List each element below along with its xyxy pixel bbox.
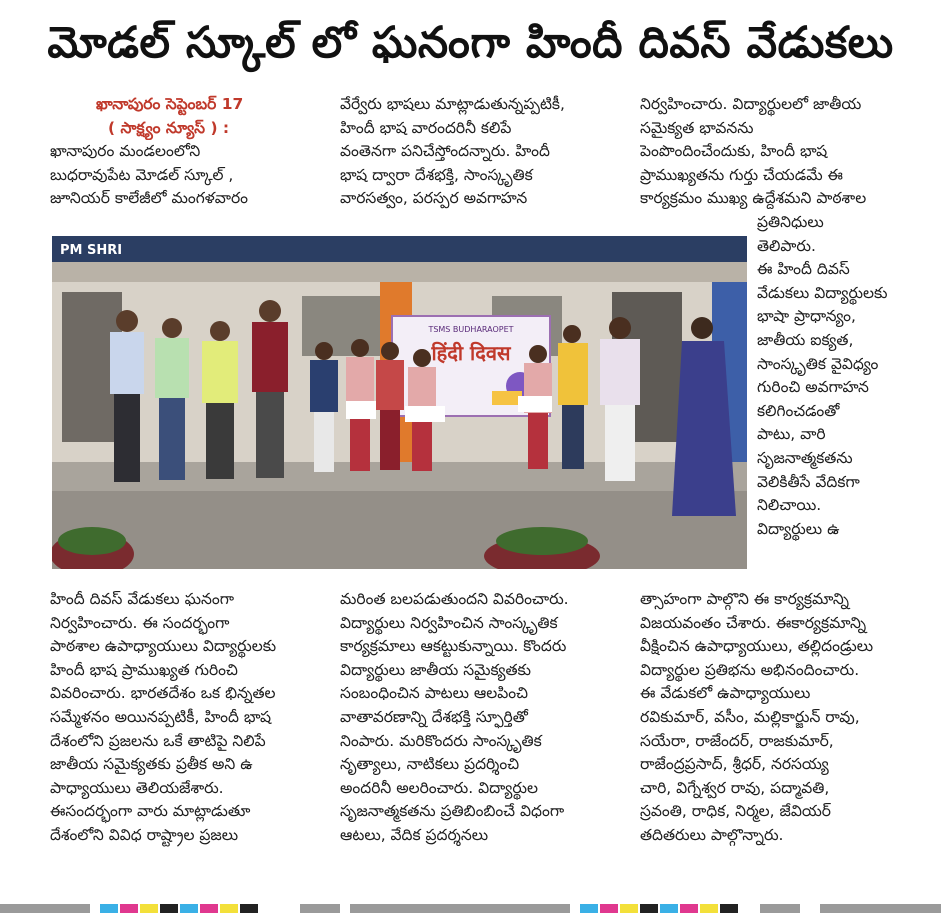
column-2-top xyxy=(340,93,622,211)
paragraph-line: విద్యార్థులు ఉ xyxy=(757,519,840,538)
paragraph-line: హిందీ దివస్ వేడుకలు ఘనంగా xyxy=(50,590,234,608)
paragraph-line: పాఠశాల ఉపాధ్యాయులు విద్యార్థులకు xyxy=(50,637,277,656)
paragraph-line: హిందీ భాష ప్రాముఖ్యత గురించి xyxy=(50,660,238,679)
paragraph-line: కార్యక్రమాలు ఆకట్టుకున్నాయి. కొందరు xyxy=(340,637,567,656)
paragraph-line: అందరినీ అలరించారు. విద్యార్థుల xyxy=(340,778,538,797)
column-3-bottom xyxy=(640,588,936,848)
window xyxy=(302,296,382,356)
paragraph-line: భాష ద్వారా దేశభక్తి, సాంస్కృతిక xyxy=(340,165,533,184)
paragraph-line: వేర్వేరు భాషలు మాట్లాడుతున్నప్పటికీ, xyxy=(340,95,565,113)
dateline-source: ( సాక్ష్యం న్యూస్ ) : xyxy=(108,118,230,137)
paragraph-line: సృజనాత్మకతను xyxy=(757,448,853,467)
paragraph-line: చారి, విగ్నేశ్వర రావు, పద్మావతి, xyxy=(640,778,830,797)
paragraph-line: రవికుమార్, వసీం, మల్లికార్జున్ రావు, xyxy=(640,707,860,726)
column-3-side xyxy=(757,211,937,541)
paragraph-line: ఈ వేడుకలో ఉపాధ్యాయులు xyxy=(640,684,811,703)
paragraph-line: వివరించారు. భారతదేశం ఒక భిన్నతల xyxy=(50,684,276,703)
paragraph-line: విద్యార్థులు జాతీయ సమైక్యతకు xyxy=(340,660,531,679)
print-color-strip xyxy=(0,904,941,913)
paragraph-line: ఈ హిందీ దివస్ xyxy=(757,260,850,279)
paragraph-line: ప్రతినిధులు xyxy=(757,213,824,231)
paragraph-line: గురించి అవగాహన xyxy=(757,378,869,397)
article-headline: మోడల్ స్కూల్ లో ఘనంగా హిందీ దివస్ వేడుకలు xyxy=(47,18,894,68)
paragraph-line: భాషా ప్రాధాన్యం, xyxy=(757,307,856,326)
paragraph-line: కలిగించడంతో xyxy=(757,401,840,420)
paragraph-line: జాతీయ ఐక్యత, xyxy=(757,330,854,349)
paragraph-line: తెలిపారు. xyxy=(757,236,816,255)
event-photo xyxy=(52,236,747,569)
potted-plant-leaves xyxy=(58,527,126,555)
paragraph-line: మరింత బలపడుతుందని వివరించారు. xyxy=(340,590,569,608)
paragraph-line: రాజేంద్రప్రసాద్, శ్రీధర్, నరసయ్య xyxy=(640,755,829,774)
paragraph-line: వెలికితీసే వేదికగా xyxy=(757,472,860,491)
paragraph-line: నిలిచాయి. xyxy=(757,496,822,515)
floor-shadow xyxy=(52,491,747,569)
paragraph-line: త్సాహంగా పాల్గొని ఈ కార్యక్రమాన్ని xyxy=(640,590,850,608)
paragraph-line: వేడుకలు విద్యార్థులకు xyxy=(757,283,888,302)
paragraph-line: జూనియర్ కాలేజీలో మంగళవారం xyxy=(50,189,249,208)
banner-title: हिंदी दिवस xyxy=(431,341,511,365)
column-2-bottom xyxy=(340,588,625,848)
paragraph-line: ఖానాపురం మండలంలోని xyxy=(50,142,201,161)
paragraph-line: సాంస్కృతిక వైవిధ్యం xyxy=(757,354,879,373)
paragraph-line: సృజనాత్మకతను ప్రతిబింబించే విధంగా xyxy=(340,802,565,821)
paragraph-line: పాధ్యాయులు తెలియజేశారు. xyxy=(50,778,224,797)
paragraph-line: దేశంలోని ప్రజలను ఒకే తాటిపై నిలిపే xyxy=(50,731,266,750)
paragraph-line: వాతావరణాన్ని దేశభక్తి స్ఫూర్తితో xyxy=(340,707,528,726)
paragraph-line: తదితరులు పాల్గొన్నారు. xyxy=(640,825,784,844)
event-photo-illustration xyxy=(52,236,747,569)
column-1-top xyxy=(50,93,326,211)
dateline-place-date: ఖానాపురం సెప్టెంబర్ 17 xyxy=(96,95,244,113)
paragraph-line: వారసత్వం, పరస్పర అవగాహన xyxy=(340,189,528,208)
paragraph-line: విజయవంతం చేశారు. ఈకార్యక్రమాన్ని xyxy=(640,613,867,632)
paragraph-line: వంతెనగా పనిచేస్తోందన్నారు. హిందీ xyxy=(340,142,550,161)
ceiling-shade xyxy=(52,262,747,282)
paragraph-line: సంబంధించిన పాటలు ఆలపించి xyxy=(340,684,529,703)
paragraph-line: విద్యార్థులు నిర్వహించిన సాంస్కృతిక xyxy=(340,613,558,632)
paragraph-line: హిందీ భాష వారందరినీ కలిపే xyxy=(340,118,512,137)
paragraph-line: దేశంలోని వివిధ రాష్ట్రాల ప్రజలు xyxy=(50,825,239,844)
banner-school-name: TSMS BUDHARAOPET xyxy=(428,325,514,334)
paragraph-line: కార్యక్రమం ముఖ్య ఉద్దేశమని పాఠశాల xyxy=(640,189,867,208)
column-3-top xyxy=(640,93,935,211)
paragraph-line: నింపారు. మరికొందరు సాంస్కృతిక xyxy=(340,731,542,750)
paragraph-line: నృత్యాలు, నాటికలు ప్రదర్శించి xyxy=(340,755,520,774)
banner-book-graphic xyxy=(492,391,522,405)
paragraph-line: వీక్షించిన ఉపాధ్యాయులు, తల్లిదండ్రులు xyxy=(640,637,874,656)
paragraph-line: ప్రాముఖ్యతను గుర్తు చేయడమే ఈ xyxy=(640,165,843,184)
building-sign-text: PM SHRI xyxy=(60,243,123,258)
paragraph-line: నిర్వహించారు. ఈ సందర్భంగా xyxy=(50,613,230,632)
paragraph-line: సయేరా, రాజేందర్, రాజకుమార్, xyxy=(640,731,834,750)
column-1-bottom xyxy=(50,588,330,848)
paragraph-line: బుధరావుపేట మోడల్ స్కూల్ , xyxy=(50,165,234,184)
paragraph-line: పాటు, వారి xyxy=(757,425,826,444)
paragraph-line: నిర్వహించారు. విద్యార్థులలో జాతీయ xyxy=(640,95,862,113)
building-sign-band xyxy=(52,236,747,262)
paragraph-line: పెంపొందించేందుకు, హిందీ భాష xyxy=(640,142,828,161)
paragraph-line: ఈసందర్భంగా వారు మాట్లాడుతూ xyxy=(50,802,251,821)
paragraph-line: జాతీయ సమైక్యతకు ప్రతీక అని ఉ xyxy=(50,755,253,774)
paragraph-line: ఆటలు, వేదిక ప్రదర్శనలు xyxy=(340,825,489,844)
paragraph-line: సమ్మేళనం అయినప్పటికీ, హిందీ భాష xyxy=(50,707,272,726)
paragraph-line: సమైక్యత భావనను xyxy=(640,118,754,137)
paragraph-line: విద్యార్థుల ప్రతిభను అభినందించారు. xyxy=(640,660,860,679)
potted-plant-leaves xyxy=(496,527,588,555)
paragraph-line: స్రవంతి, రాధిక, నిర్మల, జేవియర్ xyxy=(640,802,831,821)
